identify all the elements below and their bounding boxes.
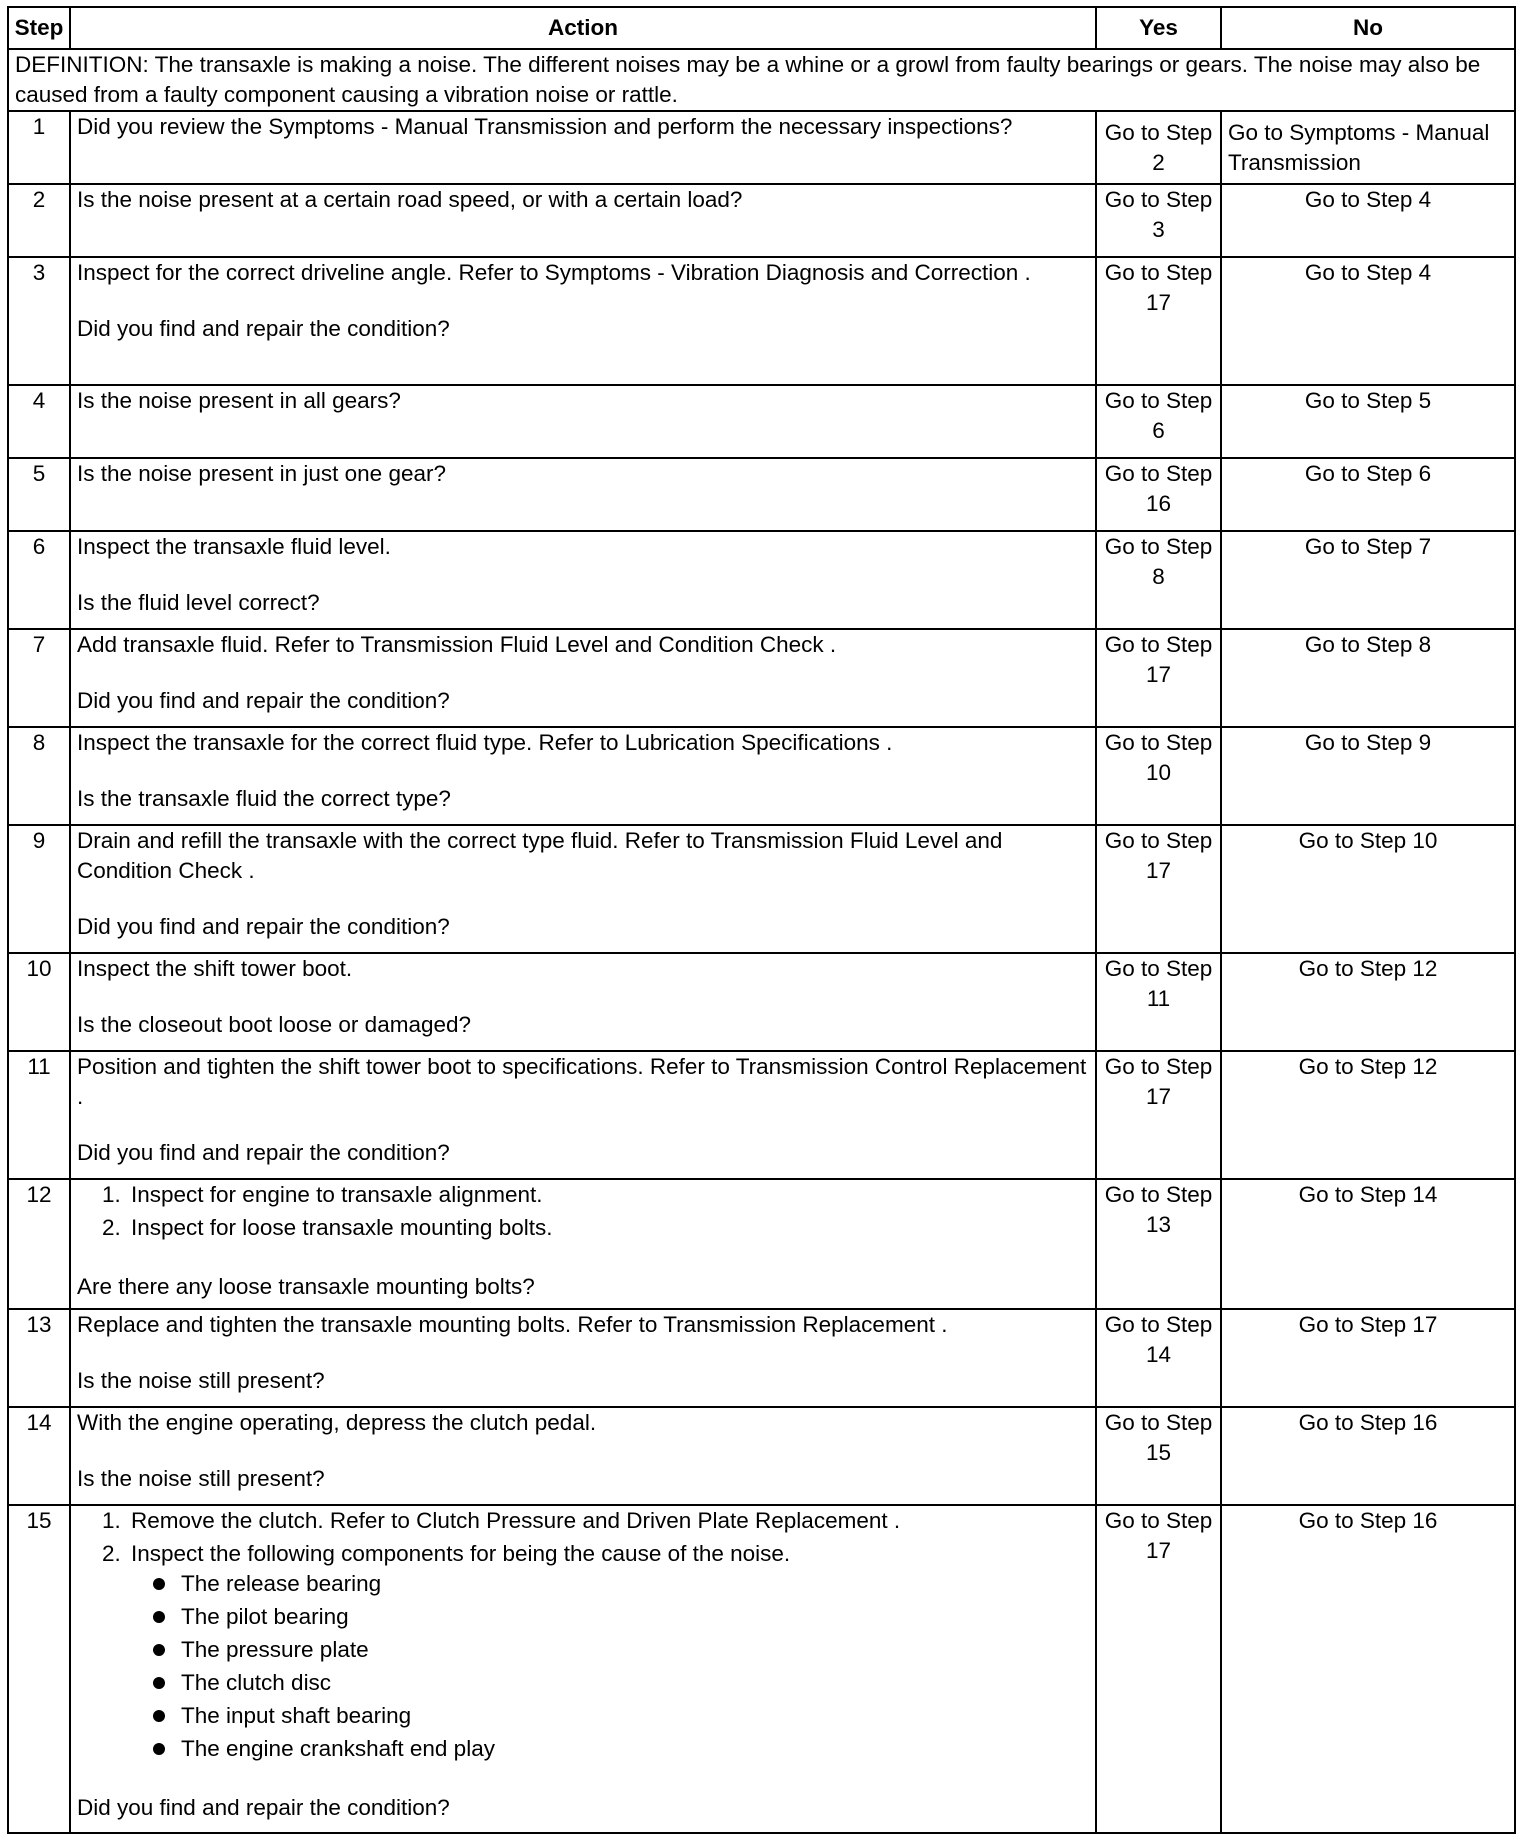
table-row <box>8 1407 1515 1505</box>
action-instruction: Replace and tighten the transaxle mounting bolts. Refer to Transmission Replacement . <box>77 1312 948 1337</box>
definition-row <box>8 49 1515 111</box>
step-number: 6 <box>8 531 70 629</box>
action-text <box>70 1309 1096 1407</box>
diagnostic-table <box>7 6 1516 1834</box>
yes-cell: Go to Step 6 <box>1096 385 1221 458</box>
list-item: 2. Inspect for loose transaxle mounting bolts. <box>127 1213 1089 1243</box>
header-row <box>8 7 1515 49</box>
table-row <box>8 727 1515 825</box>
step-number: 10 <box>8 953 70 1051</box>
step-number: 4 <box>8 385 70 458</box>
table-row <box>8 111 1515 184</box>
action-question: Did you find and repair the condition? <box>77 316 450 341</box>
step-number: 14 <box>8 1407 70 1505</box>
header-yes: Yes <box>1096 7 1221 49</box>
no-cell: Go to Symptoms - Manual Transmission <box>1221 111 1515 184</box>
no-cell: Go to Step 7 <box>1221 531 1515 629</box>
yes-cell: Go to Step 11 <box>1096 953 1221 1051</box>
action-instruction: Inspect for the correct driveline angle. Refer to Symptoms - Vibration Diagnosis and Correction . <box>77 260 1031 285</box>
action-question: Is the noise still present? <box>77 1368 325 1393</box>
action-text <box>70 727 1096 825</box>
step-number: 1 <box>8 111 70 184</box>
action-question: Is the noise still present? <box>77 1466 325 1491</box>
action-text <box>70 1051 1096 1179</box>
numbered-list <box>77 1180 1089 1243</box>
bullet-item: The engine crankshaft end play <box>153 1734 1089 1764</box>
action-instruction: Is the noise present at a certain road speed, or with a certain load? <box>77 187 743 212</box>
table-row <box>8 531 1515 629</box>
no-cell: Go to Step 17 <box>1221 1309 1515 1407</box>
yes-cell: Go to Step 17 <box>1096 629 1221 727</box>
step-number: 8 <box>8 727 70 825</box>
action-question: Is the closeout boot loose or damaged? <box>77 1012 472 1037</box>
no-cell: Go to Step 5 <box>1221 385 1515 458</box>
action-text <box>70 257 1096 385</box>
no-cell: Go to Step 12 <box>1221 1051 1515 1179</box>
table-row <box>8 257 1515 385</box>
header-step: Step <box>8 7 70 49</box>
action-text <box>70 629 1096 727</box>
table-row <box>8 629 1515 727</box>
no-cell: Go to Step 12 <box>1221 953 1515 1051</box>
bullet-item: The pilot bearing <box>153 1602 1089 1632</box>
list-item: 1. Remove the clutch. Refer to Clutch Pressure and Driven Plate Replacement . <box>127 1506 1089 1536</box>
action-text <box>70 111 1096 184</box>
bullet-item: The clutch disc <box>153 1668 1089 1698</box>
action-instruction: Inspect the shift tower boot. <box>77 956 353 981</box>
yes-cell: Go to Step 17 <box>1096 1505 1221 1833</box>
action-instruction: Is the noise present in just one gear? <box>77 461 446 486</box>
action-question: Is the fluid level correct? <box>77 590 320 615</box>
no-cell: Go to Step 10 <box>1221 825 1515 953</box>
table-row <box>8 1505 1515 1833</box>
yes-cell: Go to Step 17 <box>1096 825 1221 953</box>
no-cell: Go to Step 8 <box>1221 629 1515 727</box>
yes-cell: Go to Step 2 <box>1096 111 1221 184</box>
step-number: 7 <box>8 629 70 727</box>
action-text <box>70 953 1096 1051</box>
action-instruction: Add transaxle fluid. Refer to Transmission Fluid Level and Condition Check . <box>77 632 837 657</box>
action-instruction: Is the noise present in all gears? <box>77 388 401 413</box>
list-item <box>127 1539 1089 1764</box>
table-row <box>8 184 1515 257</box>
yes-cell: Go to Step 15 <box>1096 1407 1221 1505</box>
step-number: 12 <box>8 1179 70 1309</box>
step-number: 9 <box>8 825 70 953</box>
action-text <box>70 184 1096 257</box>
step-number: 11 <box>8 1051 70 1179</box>
action-question: Are there any loose transaxle mounting bolts? <box>77 1274 535 1299</box>
no-cell: Go to Step 9 <box>1221 727 1515 825</box>
table-row <box>8 825 1515 953</box>
action-text <box>70 1179 1096 1309</box>
no-cell: Go to Step 14 <box>1221 1179 1515 1309</box>
step-number: 5 <box>8 458 70 531</box>
action-instruction: Did you review the Symptoms - Manual Transmission and perform the necessary inspections? <box>77 114 1013 139</box>
action-question: Did you find and repair the condition? <box>77 1795 450 1820</box>
action-instruction: With the engine operating, depress the clutch pedal. <box>77 1410 597 1435</box>
definition-text: DEFINITION: The transaxle is making a noise. The different noises may be a whine or a growl from faulty bearings or gears. The noise may also be caused from a faulty component causing a vibration noise or rattle. <box>8 49 1515 111</box>
action-text <box>70 385 1096 458</box>
table-row <box>8 1309 1515 1407</box>
action-text <box>70 1407 1096 1505</box>
action-question: Did you find and repair the condition? <box>77 914 450 939</box>
list-item-text: Inspect the following components for being the cause of the noise. <box>131 1541 791 1566</box>
action-text <box>70 1505 1096 1833</box>
no-cell: Go to Step 16 <box>1221 1505 1515 1833</box>
step-number: 2 <box>8 184 70 257</box>
action-instruction: Inspect the transaxle fluid level. <box>77 534 391 559</box>
bullet-item: The pressure plate <box>153 1635 1089 1665</box>
table-row <box>8 385 1515 458</box>
no-cell: Go to Step 16 <box>1221 1407 1515 1505</box>
bullet-item: The input shaft bearing <box>153 1701 1089 1731</box>
no-cell: Go to Step 6 <box>1221 458 1515 531</box>
table-row <box>8 458 1515 531</box>
step-number: 3 <box>8 257 70 385</box>
list-item: 1. Inspect for engine to transaxle alignment. <box>127 1180 1089 1210</box>
no-cell: Go to Step 4 <box>1221 184 1515 257</box>
header-no: No <box>1221 7 1515 49</box>
action-question: Did you find and repair the condition? <box>77 688 450 713</box>
yes-cell: Go to Step 17 <box>1096 257 1221 385</box>
action-question: Did you find and repair the condition? <box>77 1140 450 1165</box>
action-text <box>70 458 1096 531</box>
yes-cell: Go to Step 14 <box>1096 1309 1221 1407</box>
action-question: Is the transaxle fluid the correct type? <box>77 786 451 811</box>
action-instruction: Inspect the transaxle for the correct fluid type. Refer to Lubrication Specifications . <box>77 730 893 755</box>
yes-cell: Go to Step 16 <box>1096 458 1221 531</box>
action-instruction: Drain and refill the transaxle with the correct type fluid. Refer to Transmission Fluid Level and Condition Check . <box>77 828 1003 883</box>
yes-cell: Go to Step 3 <box>1096 184 1221 257</box>
action-text <box>70 531 1096 629</box>
bullet-item: The release bearing <box>153 1569 1089 1599</box>
step-number: 15 <box>8 1505 70 1833</box>
header-action: Action <box>70 7 1096 49</box>
step-number: 13 <box>8 1309 70 1407</box>
no-cell: Go to Step 4 <box>1221 257 1515 385</box>
bullet-list <box>131 1569 1089 1764</box>
yes-cell: Go to Step 10 <box>1096 727 1221 825</box>
table-row <box>8 953 1515 1051</box>
table-row <box>8 1051 1515 1179</box>
yes-cell: Go to Step 8 <box>1096 531 1221 629</box>
action-text <box>70 825 1096 953</box>
yes-cell: Go to Step 13 <box>1096 1179 1221 1309</box>
action-instruction: Position and tighten the shift tower boot to specifications. Refer to Transmission Control Replacement . <box>77 1054 1087 1109</box>
numbered-list <box>77 1506 1089 1764</box>
yes-cell: Go to Step 17 <box>1096 1051 1221 1179</box>
table-row <box>8 1179 1515 1309</box>
